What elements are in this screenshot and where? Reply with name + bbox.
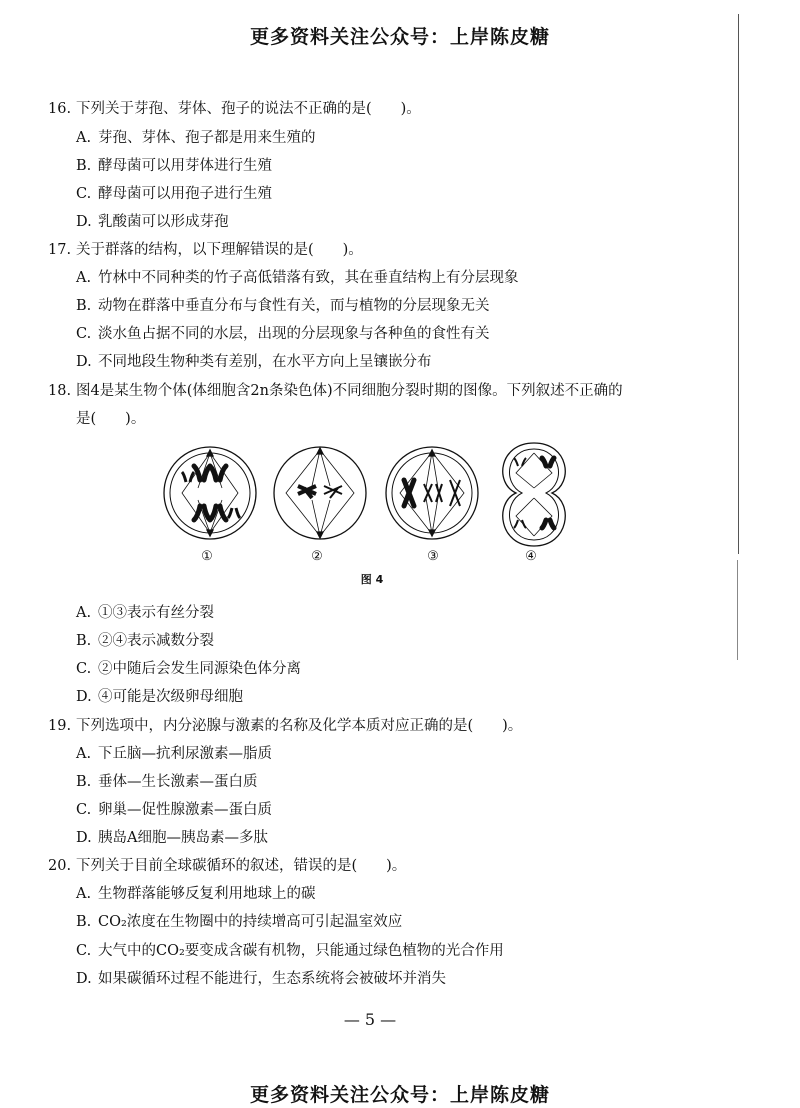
question-number: 17. bbox=[48, 242, 72, 258]
option-label: C. bbox=[76, 943, 92, 959]
option-label: A. bbox=[76, 130, 92, 146]
option-17-a bbox=[76, 268, 519, 288]
option-label: C. bbox=[76, 326, 92, 342]
option-label: B. bbox=[76, 158, 92, 174]
option-20-c bbox=[76, 941, 504, 961]
option-label: D. bbox=[76, 971, 92, 987]
question-20 bbox=[48, 856, 406, 876]
option-17-c bbox=[76, 324, 490, 344]
option-text: 淡水鱼占据不同的水层，出现的分层现象与各种鱼的食性有关 bbox=[98, 326, 490, 342]
option-label: B. bbox=[76, 633, 92, 649]
figure-label-2: ② bbox=[311, 549, 323, 564]
option-label: B. bbox=[76, 774, 92, 790]
question-18-continued: 是( )。 bbox=[76, 411, 146, 427]
question-number: 16. bbox=[48, 101, 72, 117]
option-label: D. bbox=[76, 354, 92, 370]
question-17 bbox=[48, 240, 363, 260]
option-label: A. bbox=[76, 746, 92, 762]
option-16-c bbox=[76, 184, 272, 204]
option-label: C. bbox=[76, 186, 92, 202]
cell-2 bbox=[274, 447, 366, 539]
option-text: 芽孢、芽体、孢子都是用来生殖的 bbox=[98, 130, 316, 146]
question-stem: 图4是某生物个体(体细胞含2n条染色体)不同细胞分裂时期的图像。下列叙述不正确的 bbox=[76, 383, 623, 399]
option-text: 下丘脑—抗利尿激素—脂质 bbox=[98, 746, 272, 762]
option-16-d bbox=[76, 212, 229, 232]
option-18-b bbox=[76, 631, 214, 651]
option-text: 如果碳循环过程不能进行，生态系统将会被破坏并消失 bbox=[98, 971, 446, 987]
option-text: 酵母菌可以用芽体进行生殖 bbox=[98, 158, 272, 174]
option-label: C. bbox=[76, 661, 92, 677]
figure-caption: 图 4 bbox=[360, 573, 384, 586]
option-text: 动物在群落中垂直分布与食性有关，而与植物的分层现象无关 bbox=[98, 298, 490, 314]
option-text: ④可能是次级卵母细胞 bbox=[98, 689, 243, 705]
option-label: A. bbox=[76, 886, 92, 902]
option-text: 乳酸菌可以形成芽孢 bbox=[98, 214, 229, 230]
question-number: 20. bbox=[48, 858, 72, 874]
option-text: ②④表示减数分裂 bbox=[98, 633, 214, 649]
option-label: B. bbox=[76, 914, 92, 930]
option-text: 垂体—生长激素—蛋白质 bbox=[98, 774, 258, 790]
cell-4 bbox=[503, 443, 565, 546]
figure-label-4: ④ bbox=[525, 549, 537, 564]
option-text: 酵母菌可以用孢子进行生殖 bbox=[98, 186, 272, 202]
option-text: 卵巢—促性腺激素—蛋白质 bbox=[98, 802, 272, 818]
question-stem: 下列关于芽孢、芽体、孢子的说法不正确的是( )。 bbox=[76, 101, 421, 117]
option-17-b bbox=[76, 296, 490, 316]
option-20-b bbox=[76, 912, 402, 932]
header-banner: 更多资料关注公众号：上岸陈皮糖 bbox=[249, 26, 550, 48]
option-16-b bbox=[76, 156, 272, 176]
question-number: 18. bbox=[48, 383, 72, 399]
question-number: 19. bbox=[48, 718, 72, 734]
option-text: 大气中的CO₂要变成含碳有机物，只能通过绿色植物的光合作用 bbox=[98, 943, 504, 959]
margin-rule-lower bbox=[737, 560, 738, 660]
option-text: ②中随后会发生同源染色体分离 bbox=[98, 661, 301, 677]
cell-1 bbox=[164, 447, 256, 539]
figure-label-3: ③ bbox=[427, 549, 439, 564]
option-19-b bbox=[76, 772, 258, 792]
option-label: B. bbox=[76, 298, 92, 314]
question-19 bbox=[48, 716, 522, 736]
question-stem: 下列选项中，内分泌腺与激素的名称及化学本质对应正确的是( )。 bbox=[76, 718, 523, 734]
option-text: CO₂浓度在生物圈中的持续增高可引起温室效应 bbox=[98, 914, 403, 930]
cell-3 bbox=[386, 447, 478, 539]
question-stem: 关于群落的结构，以下理解错误的是( )。 bbox=[76, 242, 363, 258]
option-label: C. bbox=[76, 802, 92, 818]
question-stem: 下列关于目前全球碳循环的叙述，错误的是( )。 bbox=[76, 858, 407, 874]
option-18-a bbox=[76, 603, 214, 623]
option-text: 竹林中不同种类的竹子高低错落有致，其在垂直结构上有分层现象 bbox=[98, 270, 519, 286]
option-18-c bbox=[76, 659, 301, 679]
option-19-d bbox=[76, 828, 268, 848]
option-18-d bbox=[76, 687, 243, 707]
option-19-c bbox=[76, 800, 272, 820]
option-text: ①③表示有丝分裂 bbox=[98, 605, 214, 621]
option-text: 胰岛A细胞—胰岛素—多肽 bbox=[98, 830, 268, 846]
option-label: D. bbox=[76, 830, 92, 846]
option-label: D. bbox=[76, 214, 92, 230]
question-18 bbox=[48, 381, 623, 401]
option-text: 生物群落能够反复利用地球上的碳 bbox=[98, 886, 316, 902]
option-20-d bbox=[76, 969, 446, 989]
option-label: D. bbox=[76, 689, 92, 705]
page-number: — 5 — bbox=[343, 1010, 397, 1029]
option-text: 不同地段生物种类有差别，在水平方向上呈镶嵌分布 bbox=[98, 354, 432, 370]
option-17-d bbox=[76, 352, 432, 372]
option-20-a bbox=[76, 884, 316, 904]
option-19-a bbox=[76, 744, 272, 764]
option-label: A. bbox=[76, 270, 92, 286]
figure-label-1: ① bbox=[201, 549, 213, 564]
footer-banner: 更多资料关注公众号：上岸陈皮糖 bbox=[249, 1084, 550, 1106]
option-label: A. bbox=[76, 605, 92, 621]
option-16-a bbox=[76, 128, 316, 148]
question-16 bbox=[48, 99, 421, 119]
margin-rule bbox=[738, 14, 739, 554]
